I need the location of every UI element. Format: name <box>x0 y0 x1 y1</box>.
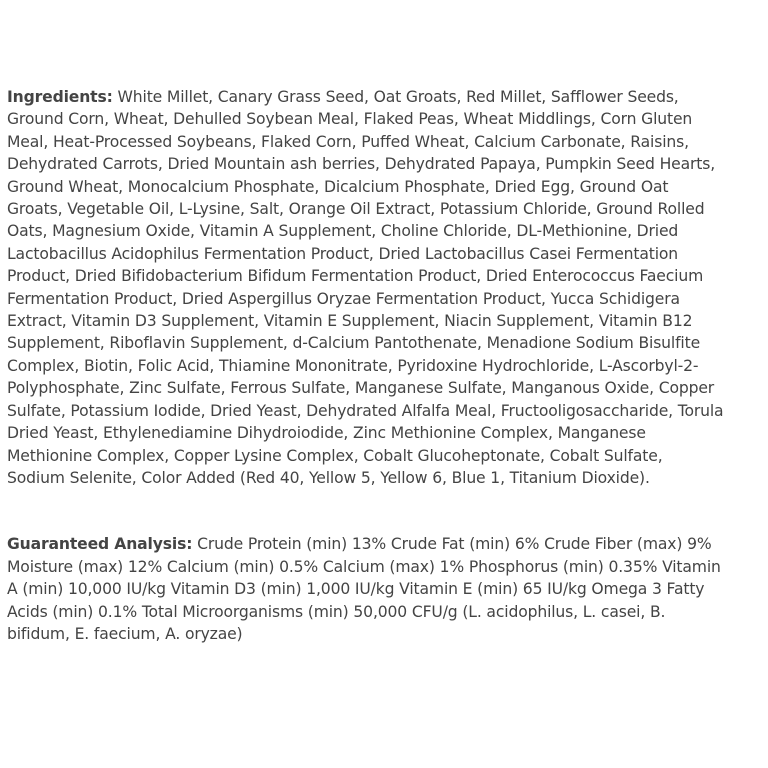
ingredients-label: Ingredients: <box>7 88 113 106</box>
ingredients-text: White Millet, Canary Grass Seed, Oat Groats, Red Millet, Safflower Seeds, Ground Corn, Wheat, Dehulled Soybean Meal, Flaked Peas, Wheat Middlings, Corn Gluten Meal, Heat-Processed Soybeans, Flaked Corn, Puffed Wheat, Calcium Carbonate, Raisins, Dehydrated Carrots, Dried Mountain ash berries, Dehydrated Papaya, Pumpkin Seed Hearts, Ground Wheat, Monocalcium Phosphate, Dicalcium Phosphate, Dried Egg, Ground Oat Groats, Vegetable Oil, L-Lysine, Salt, Orange Oil Extract, Potassium Chloride, Ground Rolled Oats, Magnesium Oxide, Vitamin A Supplement, Choline Chloride, DL-Methionine, Dried Lactobacillus Acidophilus Fermentation Product, Dried Lactobacillus Casei Fermentation Product, Dried Bifidobacterium Bifidum Fermentation Product, Dried Enterococcus Faecium Fermentation Product, Dried Aspergillus Oryzae Fermentation Product, Yucca Schidigera Extract, Vitamin D3 Supplement, Vitamin E Supplement, Niacin Supplement, Vitamin B12 Supplement, Riboflavin Supplement, d-Calcium Pantothenate, Menadione Sodium Bisulfite Complex, Biotin, Folic Acid, Thiamine Mononitrate, Pyridoxine Hydrochloride, L-Ascorbyl-2-Polyphosphate, Zinc Sulfate, Ferrous Sulfate, Manganese Sulfate, Manganous Oxide, Copper Sulfate, Potassium Iodide, Dried Yeast, Dehydrated Alfalfa Meal, Fructooligosaccharide, Torula Dried Yeast, Ethylenediamine Dihydroiodide, Zinc Methionine Complex, Manganese Methionine Complex, Copper Lysine Complex, Cobalt Glucoheptonate, Cobalt Sulfate, Sodium Selenite, Color Added (Red 40, Yellow 5, Yellow 6, Blue 1, Titanium Dioxide). <box>7 88 724 487</box>
guaranteed-analysis-section <box>7 533 725 645</box>
guaranteed-analysis-text: Crude Protein (min) 13% Crude Fat (min) 6% Crude Fiber (max) 9% Moisture (max) 12% Calcium (min) 0.5% Calcium (max) 1% Phosphorus (min) 0.35% Vitamin A (min) 10,000 IU/kg Vitamin D3 (min) 1,000 IU/kg Vitamin E (min) 65 IU/kg Omega 3 Fatty Acids (min) 0.1% Total Microorganisms (min) 50,000 CFU/g (L. acidophilus, L. casei, B. bifidum, E. faecium, A. oryzae) <box>7 535 721 643</box>
guaranteed-analysis-label: Guaranteed Analysis: <box>7 535 193 554</box>
product-info-document <box>7 86 725 645</box>
ingredients-section <box>7 86 725 489</box>
